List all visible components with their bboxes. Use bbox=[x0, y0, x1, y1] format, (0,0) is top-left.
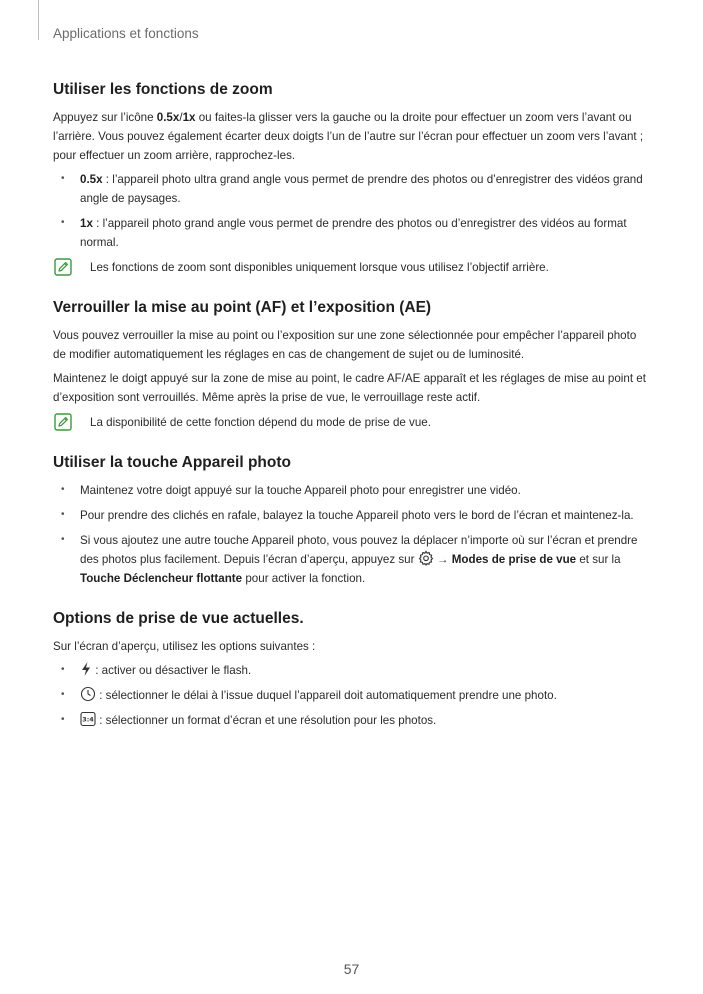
bullet-glyph: • bbox=[61, 217, 65, 228]
list-item: • Pour prendre des clichés en rafale, balayez la touche Appareil photo vers le bord de l’écran et maintenez-la. bbox=[53, 506, 651, 525]
flash-icon bbox=[80, 661, 92, 677]
bullet-list bbox=[53, 170, 651, 252]
bullet-list bbox=[53, 481, 651, 588]
settings-gear-icon bbox=[418, 550, 434, 566]
bullet-glyph: • bbox=[61, 173, 65, 184]
list-item: • Maintenez votre doigt appuyé sur la touche Appareil photo pour enregistrer une vidéo. bbox=[53, 481, 651, 500]
list-item: • : activer ou désactiver le flash. bbox=[53, 661, 651, 680]
bullet-glyph: • bbox=[61, 534, 65, 545]
page-top-rule bbox=[38, 0, 39, 40]
section-heading: Utiliser les fonctions de zoom bbox=[53, 81, 273, 98]
section-camera-button bbox=[53, 454, 651, 588]
section-heading: Options de prise de vue actuelles. bbox=[53, 610, 304, 627]
note: La disponibilité de cette fonction dépend du mode de prise de vue. bbox=[53, 413, 651, 432]
page-header: Applications et fonctions bbox=[53, 26, 199, 41]
list-item: • 1x : l’appareil photo grand angle vous permet de prendre des photos ou d’enregistrer des vidéos au format normal. bbox=[53, 214, 651, 252]
note-pencil-icon bbox=[54, 258, 72, 276]
note: Les fonctions de zoom sont disponibles uniquement lorsque vous utilisez l’objectif arrière. bbox=[53, 258, 651, 277]
section-heading: Verrouiller la mise au point (AF) et l’exposition (AE) bbox=[53, 299, 432, 316]
paragraph: Sur l’écran d’aperçu, utilisez les options suivantes : bbox=[53, 640, 316, 653]
svg-text:3:4: 3:4 bbox=[82, 715, 94, 724]
list-item: • : sélectionner le délai à l’issue duquel l’appareil doit automatiquement prendre une photo. bbox=[53, 686, 651, 705]
bullet-glyph: • bbox=[61, 689, 65, 700]
section-shooting-options bbox=[53, 610, 651, 730]
section-af-ae bbox=[53, 299, 651, 432]
paragraph: Maintenez le doigt appuyé sur la zone de mise au point, le cadre AF/AE apparaît et les réglages de mise au point et d’exposition sont verrouillés. Même après la prise de vue, le verrouillage reste actif. bbox=[53, 372, 646, 404]
section-heading: Utiliser la touche Appareil photo bbox=[53, 454, 291, 471]
timer-icon bbox=[80, 686, 96, 702]
bullet-glyph: • bbox=[61, 484, 65, 495]
bullet-glyph: • bbox=[61, 509, 65, 520]
list-item: • 0.5x : l’appareil photo ultra grand angle vous permet de prendre des photos ou d’enregistrer des vidéos grand angle de paysages. bbox=[53, 170, 651, 208]
note-pencil-icon bbox=[54, 413, 72, 431]
ratio-icon bbox=[80, 711, 96, 727]
list-item: • 3:4 : sélectionner un format d’écran et une résolution pour les photos. bbox=[53, 711, 651, 730]
list-item: • Si vous ajoutez une autre touche Appareil photo, vous pouvez la déplacer n’importe où sur l’écran et prendre des photos plus facilement. Depuis l’écran d’aperçu, appuyez sur → Modes de prise de vue et sur la Touche Déclencheur flottante pour activer la fonction. bbox=[53, 531, 651, 588]
paragraph: Vous pouvez verrouiller la mise au point ou l’exposition sur une zone sélectionnée pour empêcher l’appareil photo de modifier automatiquement les réglages en cas de changement de sujet ou de luminosité. bbox=[53, 329, 637, 361]
page-number: 57 bbox=[343, 961, 360, 977]
bullet-glyph: • bbox=[61, 664, 65, 675]
bullet-list bbox=[53, 661, 651, 730]
page-content bbox=[53, 81, 651, 752]
paragraph: Appuyez sur l’icône 0.5x/1x ou faites-la glisser vers la gauche ou la droite pour effectuer un zoom vers l’avant ou l’arrière. Vous pouvez également écarter deux doigts l’un de l’autre sur l’écran pour effectuer un zoom vers l’avant ; pour effectuer un zoom arrière, rapprochez-les. bbox=[53, 111, 644, 162]
bullet-glyph: • bbox=[61, 714, 65, 725]
section-zoom bbox=[53, 81, 651, 277]
